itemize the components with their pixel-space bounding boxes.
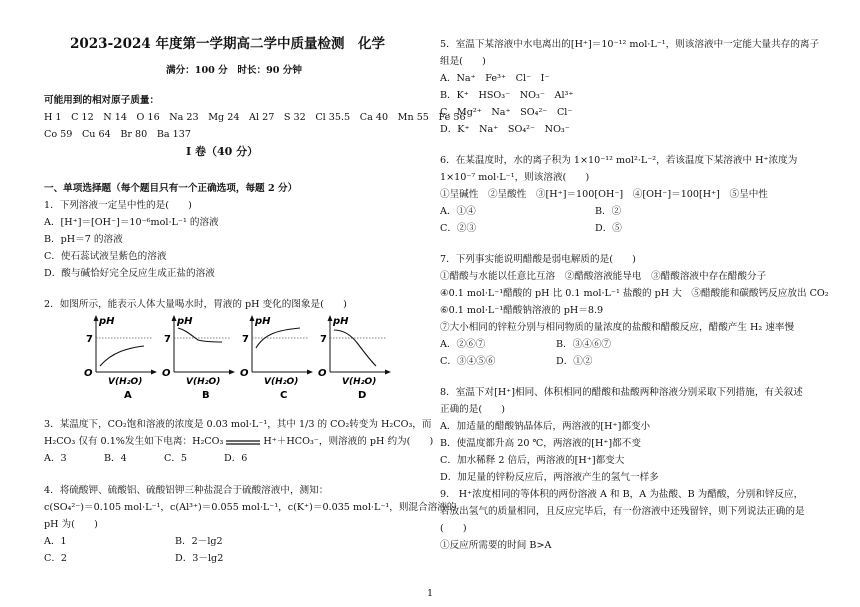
q9-line-3: ( ) [440, 523, 467, 534]
graph-label: B [202, 390, 210, 400]
q8-option-c: C．加水稀释 2 倍后，两溶液的[H⁺]都变大 [440, 455, 625, 466]
y-arrow-icon [172, 315, 177, 321]
q9-line-2: 若放出氢气的质量相同，且反应完毕后，有一份溶液中还残留锌，则下列说法正确的是 [440, 506, 805, 517]
ph-curve [100, 346, 144, 366]
q1-stem: 1．下列溶液一定呈中性的是( ) [44, 200, 192, 211]
y-arrow-icon [328, 315, 333, 321]
atomic-mass-label: 可能用到的相对原子质量： [44, 95, 160, 106]
q7-line-3: ④0.1 mol·L⁻¹醋酸的 pH 比 0.1 mol·L⁻¹ 盐酸的 pH 大 ⑤醋酸能和碳酸钙反应放出 CO₂ [440, 288, 829, 299]
q8-line-1: 8．室温下对[H⁺]相同、体积相同的醋酸和盐酸两种溶液分别采取下列措施，有关叙述 [440, 387, 803, 398]
volume-heading: I 卷（40 分） [186, 145, 259, 158]
origin-label: O [318, 368, 327, 379]
q1-option-a: A．[H⁺]＝[OH⁻]＝10⁻⁶mol·L⁻¹ 的溶液 [44, 217, 219, 228]
q4-options-row-2 [44, 550, 306, 567]
q5-option-b: B．K⁺ HSO₃⁻ NO₃⁻ Al³⁺ [440, 90, 574, 101]
origin-label: O [240, 368, 249, 379]
atomic-mass-line-2: Co 59 Cu 64 Br 80 Ba 137 [44, 129, 191, 140]
origin-label: O [162, 368, 171, 379]
q3-option-b: B．4 [104, 453, 127, 464]
x-axis-label: V(H₂O) [264, 377, 299, 387]
q3-line-2b: H⁺＋HCO₃⁻，则溶液的 pH 约为( ) [263, 436, 434, 447]
q3-line-2a: H₂CO₃ 仅有 0.1%发生如下电离：H₂CO₃ [44, 436, 224, 447]
q5-option-d: D．K⁺ Na⁺ SO₄²⁻ NO₃⁻ [440, 124, 570, 135]
q2-graph-a [84, 315, 157, 400]
q7-line-5: ⑦大小相同的锌粒分别与相同物质的量浓度的盐酸和醋酸反应，醋酸产生 H₂ 速率慢 [440, 322, 795, 333]
x-axis-label: V(H₂O) [108, 377, 143, 387]
q5-option-a: A．Na⁺ Fe³⁺ Cl⁻ I⁻ [440, 73, 550, 84]
q7-option-a: A．②⑥⑦ [440, 339, 486, 350]
y-arrow-icon [94, 315, 99, 321]
q3-line-2 [44, 433, 433, 450]
ph-curve [334, 330, 376, 366]
y-axis-label: pH [333, 316, 349, 327]
q4-line-2: c(SO₄²⁻)＝0.105 mol·L⁻¹，c(Al³⁺)＝0.055 mol·L⁻¹，c(K⁺)＝0.035 mol·L⁻¹，则混合溶液的 [44, 502, 457, 513]
q6-option-d: D．⑤ [595, 223, 622, 234]
q4-options-row-1 [44, 533, 306, 550]
q8-option-d: D．加足量的锌粉反应后，两溶液产生的氢气一样多 [440, 472, 659, 483]
q2-stem: 2．如图所示，能表示人体大量喝水时，胃液的 pH 变化的图象是( ) [44, 299, 347, 310]
q5-option-c: C．Mg²⁺ Na⁺ SO₄²⁻ Cl⁻ [440, 107, 573, 118]
q1-option-b: B．pH＝7 的溶液 [44, 234, 123, 245]
q6-option-b: B．② [595, 206, 622, 217]
q2-graph-d [318, 315, 391, 400]
y-tick-label: 7 [242, 334, 249, 345]
q7-option-d: D．①② [556, 356, 593, 367]
graph-label: C [280, 390, 288, 400]
x-arrow-icon [151, 370, 157, 375]
section-heading: 一、单项选择题（每个题目只有一个正确选项，每题 2 分） [44, 183, 298, 194]
q3-option-c: C．5 [164, 453, 188, 464]
q7-option-b: B．③④⑥⑦ [556, 339, 612, 350]
x-arrow-icon [385, 370, 391, 375]
q4-line-3: pH 为( ) [44, 519, 98, 530]
exam-subtitle: 满分：100 分 时长：90 分钟 [166, 65, 302, 76]
q2-graphs [84, 310, 414, 400]
q8-option-b: B．使温度都升高 20 ℃，两溶液的[H⁺]都不变 [440, 438, 641, 449]
q2-graph-b [162, 315, 235, 400]
ph-curve [256, 328, 300, 348]
q3-line-1: 3．某温度下，CO₂饱和溶液的浓度是 0.03 mol·L⁻¹，其中 1/3 的 CO₂转变为 H₂CO₃，而 [44, 419, 432, 430]
x-axis-label: V(H₂O) [342, 377, 377, 387]
q6-line-1: 6．在某温度时，水的离子积为 1×10⁻¹² mol²·L⁻²，若该温度下某溶液中 H⁺浓度为 [440, 155, 798, 166]
q6-line-3: ①呈碱性 ②呈酸性 ③[H⁺]＝100[OH⁻] ④[OH⁻]＝100[H⁺] ⑤呈中性 [440, 189, 768, 200]
q4-option-a: A．1 [44, 536, 67, 547]
y-tick-label: 7 [320, 334, 327, 345]
q6-option-c: C．②③ [440, 223, 477, 234]
q4-option-b: B．2－lg2 [175, 536, 223, 547]
q1-option-c: C．使石蕊试液呈紫色的溶液 [44, 251, 167, 262]
y-arrow-icon [250, 315, 255, 321]
q6-line-2: 1×10⁻⁷ mol·L⁻¹，则该溶液( ) [440, 172, 590, 183]
q6-options-row-2 [440, 220, 750, 237]
graph-label: D [358, 390, 367, 400]
q3-option-a: A．3 [44, 453, 67, 464]
q8-option-a: A．加适量的醋酸钠晶体后，两溶液的[H⁺]都变小 [440, 421, 651, 432]
x-arrow-icon [307, 370, 313, 375]
x-arrow-icon [229, 370, 235, 375]
q2-graph-c [240, 315, 313, 400]
y-axis-label: pH [255, 316, 271, 327]
x-axis-label: V(H₂O) [186, 377, 221, 387]
atomic-mass-line-1: H 1 C 12 N 14 O 16 Na 23 Mg 24 Al 27 S 32 Cl 35.5 Ca 40 Mn 55 Fe 56 [44, 112, 466, 123]
y-axis-label: pH [177, 316, 193, 327]
y-tick-label: 7 [164, 334, 171, 345]
q9-line-1: 9． H⁺浓度相同的等体积的两份溶液 A 和 B，A 为盐酸、B 为醋酸，分别和锌反应， [440, 489, 804, 500]
page-number: 1 [426, 588, 434, 599]
equilibrium-arrow-icon [225, 438, 261, 446]
origin-label: O [84, 368, 93, 379]
q9-line-4: ①反应所需要的时间 B>A [440, 540, 552, 551]
q7-line-2: ①醋酸与水能以任意比互溶 ②醋酸溶液能导电 ③醋酸溶液中存在醋酸分子 [440, 271, 767, 282]
ph-curve [178, 328, 222, 342]
q8-line-2: 正确的是( ) [440, 404, 506, 415]
q1-option-d: D．酸与碱恰好完全反应生成正盐的溶液 [44, 268, 215, 279]
q7-options-row-1 [440, 336, 672, 353]
y-axis-label: pH [99, 316, 115, 327]
q6-option-a: A．①④ [440, 206, 476, 217]
q4-option-d: D．3－lg2 [175, 553, 224, 564]
q7-line-4: ⑥0.1 mol·L⁻¹醋酸钠溶液的 pH＝8.9 [440, 305, 604, 316]
q5-line-1: 5．室温下某溶液中水电离出的[H⁺]＝10⁻¹² mol·L⁻¹，则该溶液中一定能大量共存的离子 [440, 39, 820, 50]
q7-line-1: 7．下列事实能说明醋酸是弱电解质的是( ) [440, 254, 636, 265]
exam-title: 2023-2024 年度第一学期高二学中质量检测 化学 [70, 36, 385, 52]
y-tick-label: 7 [86, 334, 93, 345]
q6-options-row-1 [440, 203, 750, 220]
q3-options [44, 450, 284, 467]
q4-option-c: C．2 [44, 553, 68, 564]
q5-line-2: 组是( ) [440, 56, 486, 67]
q7-option-c: C．③④⑤⑥ [440, 356, 496, 367]
q3-option-d: D．6 [224, 453, 248, 464]
graph-label: A [124, 390, 132, 400]
q4-line-1: 4．将硫酸钾、硫酸铝、硫酸铝钾三种盐混合于硫酸溶液中，测知： [44, 485, 329, 496]
q7-options-row-2 [440, 353, 672, 370]
